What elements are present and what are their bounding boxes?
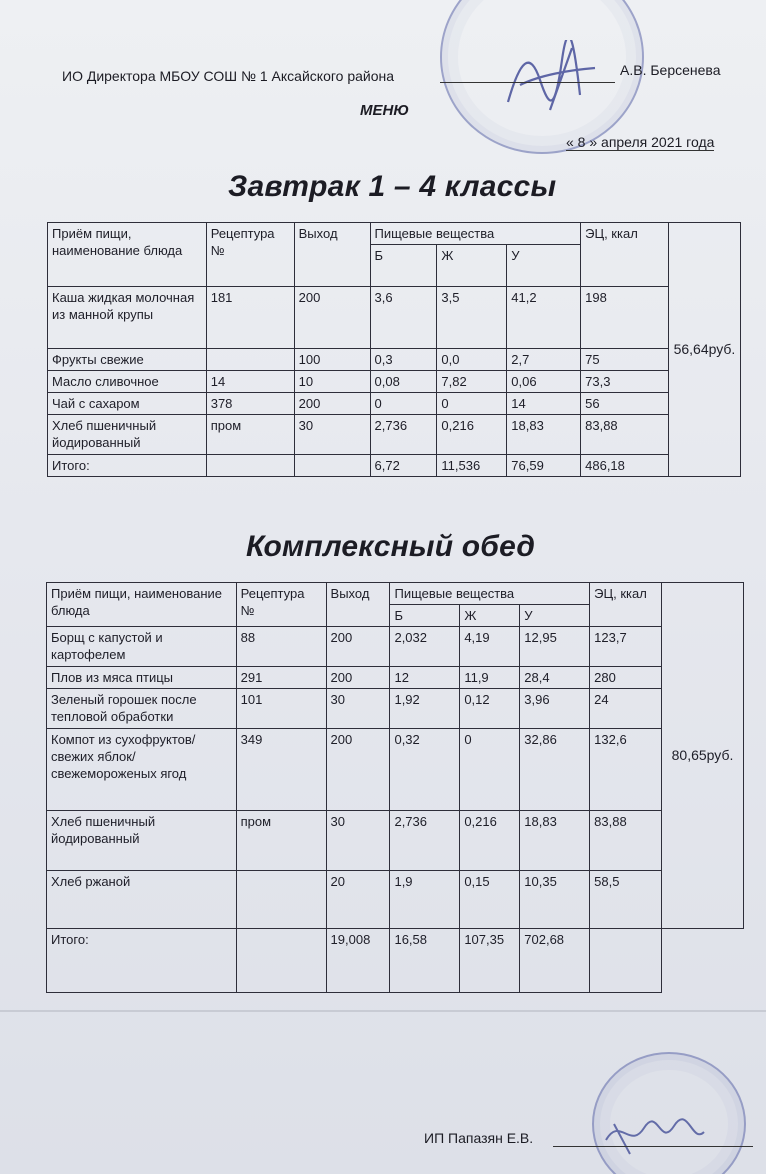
- cell-dish: Хлеб пшеничный йодированный: [47, 811, 237, 871]
- cell-kcal: 83,88: [590, 811, 662, 871]
- lunch-title: Комплексный обед: [246, 530, 536, 563]
- cell-b: 0,08: [370, 371, 437, 393]
- cell-kcal: 132,6: [590, 729, 662, 811]
- cell-u: 3,96: [520, 689, 590, 729]
- cell-zh: 0: [460, 729, 520, 811]
- cell-output: 30: [326, 811, 390, 871]
- cell-kcal: 75: [581, 349, 669, 371]
- cell-recipe: [236, 929, 326, 993]
- cell-b: 12: [390, 667, 460, 689]
- header-nutrients: Пищевые вещества: [390, 583, 590, 605]
- table-row: [48, 371, 741, 393]
- table-row: [47, 729, 744, 811]
- cell-b: 1,92: [390, 689, 460, 729]
- cell-kcal: 198: [581, 287, 669, 349]
- table-row: [48, 287, 741, 349]
- cell-dish: Компот из сухофруктов/свежих яблок/свежемороженых ягод: [47, 729, 237, 811]
- cell-zh: 0,216: [460, 811, 520, 871]
- breakfast-table: [47, 222, 741, 477]
- cell-u: 41,2: [507, 287, 581, 349]
- breakfast-price: 56,64руб.: [668, 223, 740, 477]
- cell-kcal: 280: [590, 667, 662, 689]
- cell-recipe: [206, 349, 294, 371]
- cell-b: 2,736: [370, 415, 437, 455]
- cell-kcal: 123,7: [590, 627, 662, 667]
- cell-dish: Фрукты свежие: [48, 349, 207, 371]
- cell-zh: 0,12: [460, 689, 520, 729]
- header-b: Б: [390, 605, 460, 627]
- breakfast-title: Завтрак 1 – 4 классы: [228, 170, 557, 203]
- table-row: [47, 689, 744, 729]
- header-kcal: ЭЦ, ккал: [581, 223, 669, 287]
- cell-recipe: 101: [236, 689, 326, 729]
- cell-u: 2,7: [507, 349, 581, 371]
- cell-dish: Масло сливочное: [48, 371, 207, 393]
- cell-recipe: 349: [236, 729, 326, 811]
- cell-dish: Борщ с капустой и картофелем: [47, 627, 237, 667]
- cell-u: 702,68: [520, 929, 590, 993]
- lunch-price: 80,65руб.: [662, 583, 744, 929]
- cell-output: 30: [326, 689, 390, 729]
- cell-output: 30: [294, 415, 370, 455]
- cell-output: 10: [294, 371, 370, 393]
- cell-b: 0,32: [390, 729, 460, 811]
- cell-b: 16,58: [390, 929, 460, 993]
- cell-kcal: 56: [581, 393, 669, 415]
- cell-dish: Зеленый горошек после тепловой обработки: [47, 689, 237, 729]
- cell-b: 3,6: [370, 287, 437, 349]
- cell-dish: Хлеб ржаной: [47, 871, 237, 929]
- signature-line: [440, 82, 615, 83]
- cell-output: 100: [294, 349, 370, 371]
- director-signature: [500, 40, 600, 120]
- cell-kcal: 73,3: [581, 371, 669, 393]
- cell-output: 20: [326, 871, 390, 929]
- table-row: [47, 871, 744, 929]
- cell-u: 12,95: [520, 627, 590, 667]
- cell-u: 18,83: [507, 415, 581, 455]
- table-row-total: [47, 929, 744, 993]
- cell-recipe: 291: [236, 667, 326, 689]
- header-dish: Приём пищи, наименование блюда: [47, 583, 237, 627]
- supplier-name: ИП Папазян Е.В.: [424, 1130, 534, 1146]
- cell-zh: 0,15: [460, 871, 520, 929]
- cell-output: 200: [326, 627, 390, 667]
- director-name: А.В. Берсенева: [620, 62, 721, 78]
- header-b: Б: [370, 245, 437, 287]
- cell-dish: Итого:: [48, 455, 207, 477]
- cell-kcal: 486,18: [581, 455, 669, 477]
- table-row: [48, 349, 741, 371]
- header-u: У: [507, 245, 581, 287]
- cell-output: 19,008: [326, 929, 390, 993]
- menu-heading: МЕНЮ: [360, 102, 409, 119]
- cell-zh: 0: [437, 393, 507, 415]
- cell-output: 200: [294, 393, 370, 415]
- table-row-total: [48, 455, 741, 477]
- header-output: Выход: [294, 223, 370, 287]
- cell-kcal: 83,88: [581, 415, 669, 455]
- paper-fold-edge: [0, 1010, 766, 1012]
- cell-zh: 0,216: [437, 415, 507, 455]
- document-date: « 8 » апреля 2021 года: [566, 134, 715, 150]
- cell-u: 10,35: [520, 871, 590, 929]
- table-row: [47, 627, 744, 667]
- cell-u: 18,83: [520, 811, 590, 871]
- cell-zh: 107,35: [460, 929, 520, 993]
- cell-b: 0,3: [370, 349, 437, 371]
- header-recipe: Рецептура №: [206, 223, 294, 287]
- table-row: [47, 811, 744, 871]
- cell-b: 6,72: [370, 455, 437, 477]
- cell-zh: 3,5: [437, 287, 507, 349]
- table-row: [48, 393, 741, 415]
- cell-zh: 7,82: [437, 371, 507, 393]
- cell-zh: 0,0: [437, 349, 507, 371]
- header-zh: Ж: [460, 605, 520, 627]
- header-output: Выход: [326, 583, 390, 627]
- cell-b: 0: [370, 393, 437, 415]
- cell-recipe: [236, 871, 326, 929]
- director-title: ИО Директора МБОУ СОШ № 1 Аксайского района: [62, 68, 395, 84]
- header-zh: Ж: [437, 245, 507, 287]
- header-u: У: [520, 605, 590, 627]
- cell-recipe: 14: [206, 371, 294, 393]
- cell-b: 2,032: [390, 627, 460, 667]
- cell-output: 200: [294, 287, 370, 349]
- cell-u: 32,86: [520, 729, 590, 811]
- cell-dish: Каша жидкая молочная из манной крупы: [48, 287, 207, 349]
- cell-kcal: 58,5: [590, 871, 662, 929]
- cell-recipe: [206, 455, 294, 477]
- header-kcal: ЭЦ, ккал: [590, 583, 662, 627]
- cell-dish: Итого:: [47, 929, 237, 993]
- header-dish: Приём пищи, наименование блюда: [48, 223, 207, 287]
- supplier-signature: [600, 1110, 710, 1160]
- cell-output: [294, 455, 370, 477]
- cell-u: 76,59: [507, 455, 581, 477]
- cell-dish: Плов из мяса птицы: [47, 667, 237, 689]
- cell-kcal: [590, 929, 662, 993]
- cell-output: 200: [326, 667, 390, 689]
- cell-u: 0,06: [507, 371, 581, 393]
- cell-kcal: 24: [590, 689, 662, 729]
- lunch-table: [46, 582, 744, 993]
- cell-recipe: 88: [236, 627, 326, 667]
- header-nutrients: Пищевые вещества: [370, 223, 581, 245]
- cell-u: 28,4: [520, 667, 590, 689]
- cell-output: 200: [326, 729, 390, 811]
- cell-zh: 4,19: [460, 627, 520, 667]
- cell-recipe: 378: [206, 393, 294, 415]
- cell-recipe: 181: [206, 287, 294, 349]
- cell-dish: Чай с сахаром: [48, 393, 207, 415]
- table-row: [48, 415, 741, 455]
- cell-zh: 11,9: [460, 667, 520, 689]
- cell-b: 1,9: [390, 871, 460, 929]
- cell-b: 2,736: [390, 811, 460, 871]
- cell-recipe: пром: [236, 811, 326, 871]
- cell-recipe: пром: [206, 415, 294, 455]
- supplier-signature-line: [553, 1146, 753, 1147]
- cell-dish: Хлеб пшеничный йодированный: [48, 415, 207, 455]
- table-row: [47, 667, 744, 689]
- cell-zh: 11,536: [437, 455, 507, 477]
- cell-u: 14: [507, 393, 581, 415]
- header-recipe: Рецептура №: [236, 583, 326, 627]
